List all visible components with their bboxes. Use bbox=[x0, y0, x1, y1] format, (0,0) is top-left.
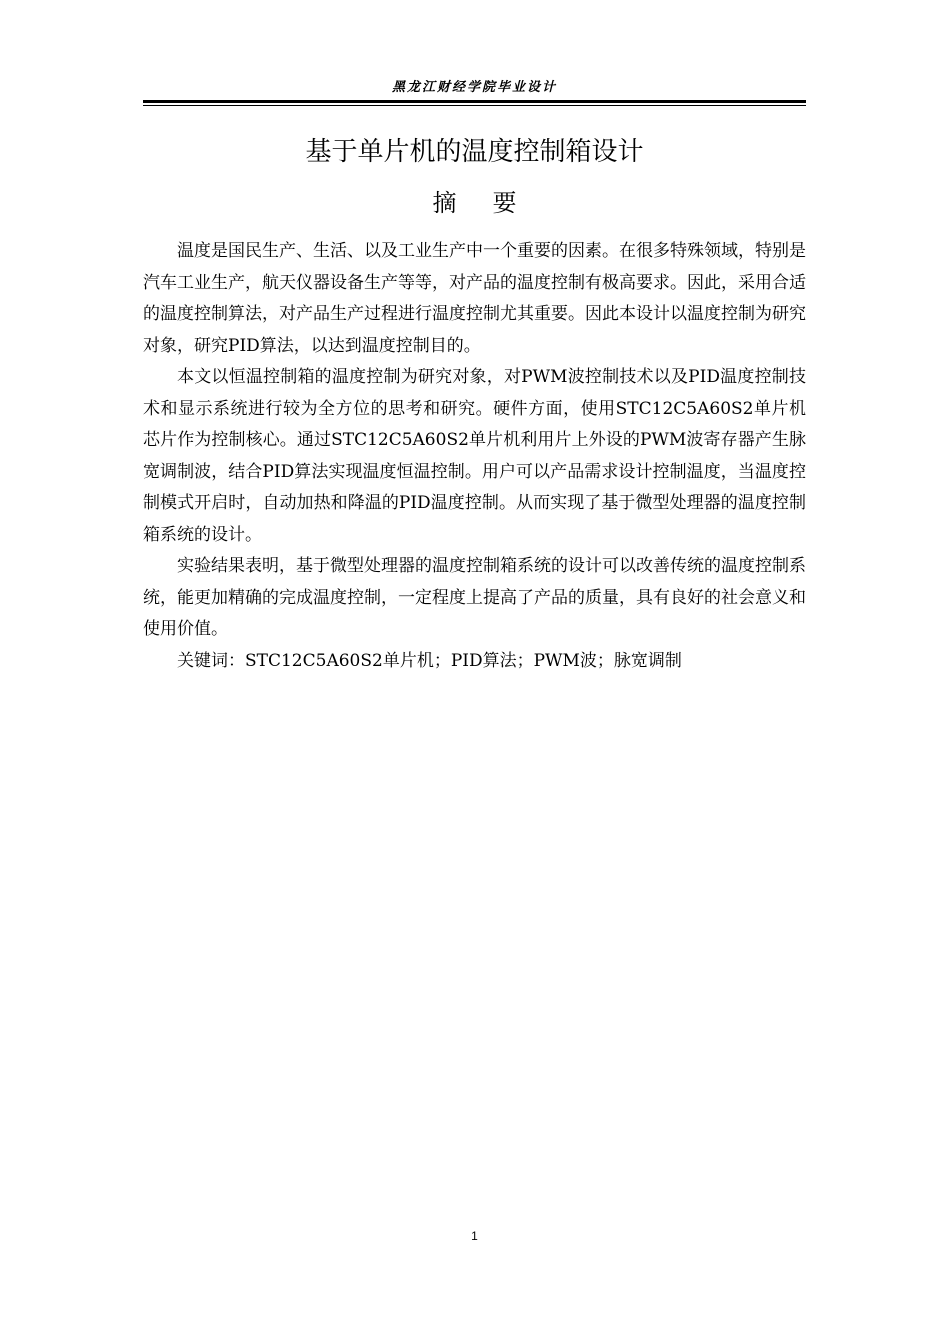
abstract-paragraph-3: 实验结果表明，基于微型处理器的温度控制箱系统的设计可以改善传统的温度控制系统，能更加精确的完成温度控制，一定程度上提高了产品的质量，具有良好的社会意义和使用价值。 bbox=[143, 556, 806, 639]
abstract-paragraph-1: 温度是国民生产、生活、以及工业生产中一个重要的因素。在很多特殊领域，特别是汽车工业生产，航天仪器设备生产等等，对产品的温度控制有极高要求。因此，采用合适的温度控制算法，对产品生产过程进行温度控制尤其重要。因此本设计以温度控制为研究对象，研究PID算法，以达到温度控制目的。 bbox=[143, 241, 806, 356]
document-title: 基于单片机的温度控制箱设计 bbox=[305, 137, 644, 167]
abstract-body bbox=[143, 236, 806, 677]
running-header: 黑龙江财经学院毕业设计 bbox=[391, 80, 557, 95]
abstract-paragraph-2: 本文以恒温控制箱的温度控制为研究对象，对PWM波控制技术以及PID温度控制技术和显示系统进行较为全方位的思考和研究。硬件方面，使用STC12C5A60S2单片机芯片作为控制核心。通过STC12C5A60S2单片机利用片上外设的PWM波寄存器产生脉宽调制波，结合PID算法实现温度恒温控制。用户可以产品需求设计控制温度，当温度控制模式开启时，自动加热和降温的PID温度控制。从而实现了基于微型处理器的温度控制箱系统的设计。 bbox=[143, 367, 806, 545]
header-rule-thin bbox=[143, 105, 806, 106]
abstract-heading: 摘要 bbox=[432, 189, 553, 217]
header-rule-thick bbox=[143, 100, 806, 103]
keywords-line: 关键词：STC12C5A60S2单片机；PID算法；PWM波；脉宽调制 bbox=[177, 650, 682, 671]
page-number: 1 bbox=[471, 1229, 478, 1243]
